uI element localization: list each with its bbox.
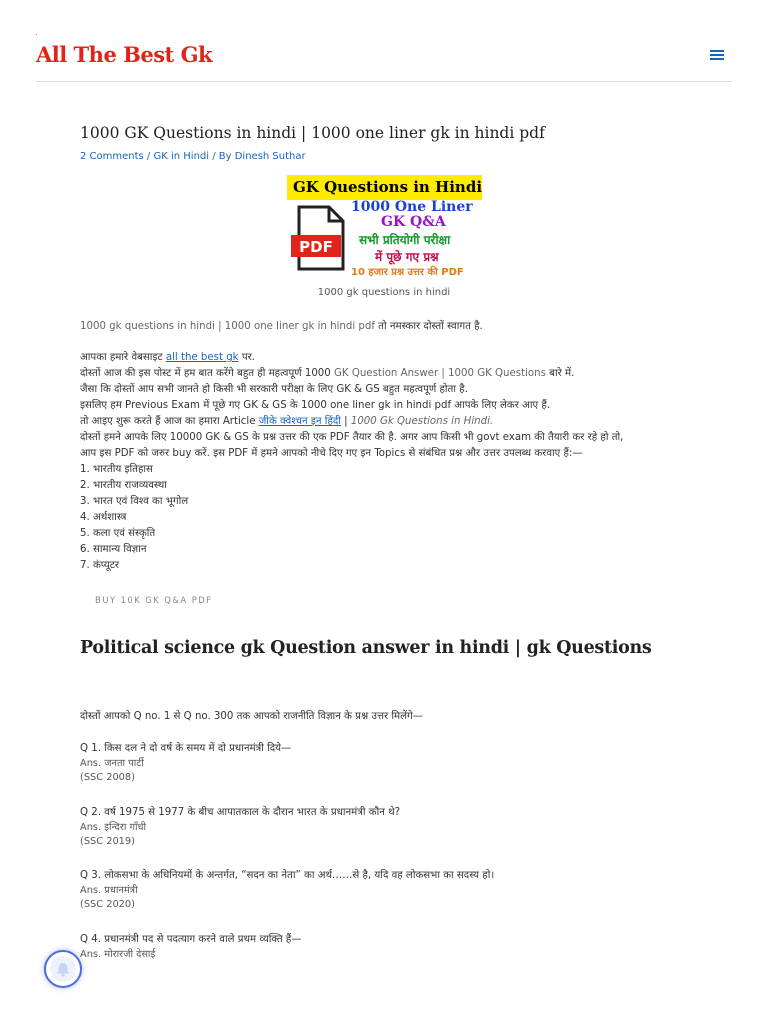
body-text: 1000 Gk Questions in Hindi. (350, 416, 494, 427)
feature-line-5: 10 हजार प्रश्न उत्तर की PDF (351, 267, 464, 278)
body-text: दोस्तों आज की इस पोस्ट में हम बात करेंगे बहुत ही महत्वपूर्ण 1000 (80, 368, 335, 379)
buy-pdf-button[interactable]: BUY 10K GK Q&A PDF (95, 596, 213, 606)
body-line-3: जैसा कि दोस्तों आप सभी जानते हो किसी भी सरकारी परीक्षा के लिए GK & GS बहुत महत्वपूर्ण होता है. (80, 384, 468, 395)
answer-text: Ans. प्रधानमंत्री (80, 885, 138, 896)
topic-item: 7. कंप्यूटर (80, 560, 120, 571)
answer-text: Ans. इन्दिरा गाँधी (80, 822, 147, 833)
answer-text: Ans. जनता पार्टी (80, 758, 144, 769)
answer-source: (SSC 2020) (80, 899, 135, 910)
topic-item: 3. भारत एवं विश्व का भूगोल (80, 496, 189, 507)
body-line-6: दोस्तों हमने आपके लिए 10000 GK & GS के प्रश्न उत्तर की एक PDF तैयार की है. अगर आप किसी भी govt exam की तैयारी कर रहे हो तो, (80, 432, 624, 443)
body-line-7: आप इस PDF को जरुर buy करें. इस PDF में हमने आपको नीचे दिए गए इन Topics से संबंधित प्रश्न और उत्तर उपलब्ध करवाए हैं:— (80, 448, 583, 459)
image-caption: 1000 gk questions in hindi (317, 287, 451, 298)
topic-item: 1. भारतीय इतिहास (80, 464, 153, 475)
body-line-2 (80, 365, 574, 379)
bell-icon[interactable] (44, 950, 82, 988)
intro-lead: 1000 gk questions in hindi | 1000 one liner gk in hindi pdf (80, 321, 375, 332)
section-heading: Political science gk Question answer in hindi | gk Questions (80, 638, 652, 658)
post-meta (80, 151, 306, 162)
body-text: GK Question Answer | 1000 GK Questions (334, 368, 546, 379)
intro-paragraph (80, 318, 483, 332)
comments-link[interactable]: 2 Comments (80, 151, 144, 162)
question-text: Q 2. वर्ष 1975 से 1977 के बीच आपातकाल के दौरान भारत के प्रधानमंत्री कौन थे? (80, 807, 401, 818)
post-title: 1000 GK Questions in hindi | 1000 one liner gk in hindi pdf (80, 124, 545, 142)
body-line-1 (80, 349, 255, 363)
header-dot: . (35, 28, 38, 37)
meta-by: / By (209, 151, 235, 162)
pdf-icon-label: PDF (299, 238, 333, 256)
question-text: Q 4. प्रधानमंत्री पद से पदत्याग करने वाले प्रथम व्यक्ति हैं— (80, 934, 302, 945)
topic-item: 4. अर्थशास्त्र (80, 512, 127, 523)
feature-tag (287, 175, 482, 200)
intro-greeting: तो नमस्कार दोस्तों स्वागत है. (374, 321, 483, 332)
body-line-4: इसलिए हम Previous Exam में पूछे गए GK & GS के 1000 one liner gk in hindi pdf आपके लिए लेकर आए हैं. (80, 400, 551, 411)
bell-glyph (50, 956, 76, 982)
feature-line-3: सभी प्रतियोगी परीक्षा (359, 233, 451, 247)
topic-item: 5. कला एवं संस्कृति (80, 528, 156, 539)
site-link[interactable]: all the best gk (165, 352, 239, 363)
meta-separator: / (143, 151, 154, 162)
author-link[interactable]: Dinesh Suthar (234, 151, 306, 162)
body-text: | (340, 416, 351, 427)
feature-line-1: 1000 One Liner (351, 199, 473, 215)
hamburger-menu-icon[interactable] (710, 50, 724, 62)
topic-item: 6. सामान्य विज्ञान (80, 544, 147, 555)
hindi-gk-link[interactable]: जीके क्वेश्चन इन हिंदी (258, 416, 341, 427)
answer-source: (SSC 2008) (80, 772, 135, 783)
feature-tag-text: GK Questions in Hindi (293, 178, 483, 196)
notification-bubble (50, 956, 76, 982)
section-intro: दोस्तों आपको Q no. 1 से Q no. 300 तक आपको राजनीति विज्ञान के प्रश्न उत्तर मिलेंगे— (80, 711, 423, 722)
body-line-5 (80, 413, 493, 427)
question-text: Q 1. किस दल ने दो वर्ष के समय में दो प्रधानमंत्री दिये— (80, 743, 292, 754)
category-link[interactable]: GK in Hindi (153, 151, 210, 162)
featured-image (287, 175, 482, 280)
pdf-icon (291, 205, 349, 271)
feature-line-4: में पूछे गए प्रश्न (375, 250, 439, 264)
answer-source: (SSC 2019) (80, 836, 135, 847)
body-text: बारे में. (545, 368, 575, 379)
feature-line-2: GK Q&A (381, 214, 446, 230)
site-title[interactable]: All The Best Gk (36, 42, 213, 67)
body-text: आपका हमारे वेबसाइट (80, 352, 166, 363)
header-divider (36, 81, 732, 82)
body-text: तो आइए शुरू करते हैं आज का हमारा Article (80, 416, 259, 427)
body-text: पर. (238, 352, 256, 363)
topic-item: 2. भारतीय राजव्यवस्था (80, 480, 167, 491)
answer-text: Ans. मोरारजी देसाई (80, 949, 156, 960)
question-text: Q 3. लोकसभा के अधिनियमों के अन्तर्गत, “सदन का नेता” का अर्थ……से है, यदि वह लोकसभा का सदस्य हो। (80, 870, 495, 881)
